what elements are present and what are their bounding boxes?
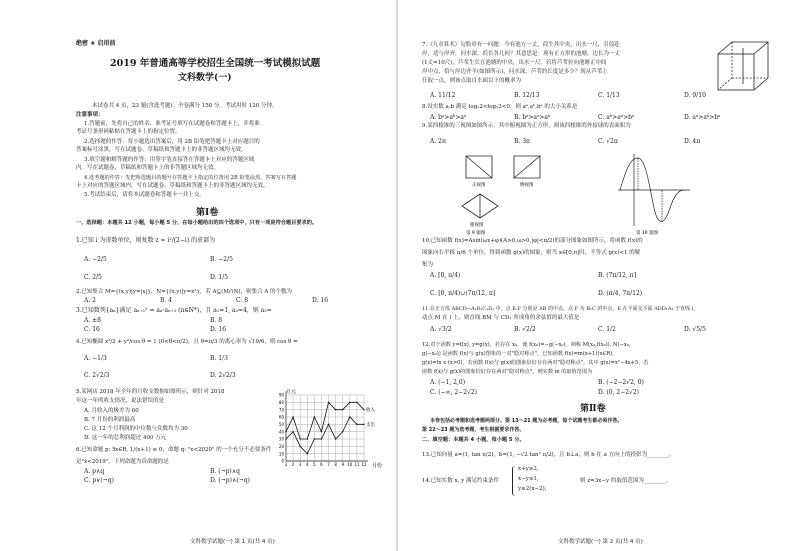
chart-xtick-label: 11 bbox=[354, 462, 360, 467]
three-view-figure bbox=[458, 150, 568, 236]
chart-ytick-label: 80 bbox=[278, 399, 284, 405]
data-point bbox=[285, 431, 286, 432]
note-line: 卡上对应的答题区域内，写在试题卷、草稿纸和答题卡上的非答题区域均无效。 bbox=[76, 183, 269, 189]
data-point bbox=[349, 402, 350, 403]
q7-stem-3: (1丈=10尺)，芦苇生长在池塘的中央，出水一尺，若将芦苇拉向池塘正中间 bbox=[422, 60, 607, 66]
note-line: 3.填空题和解答题的作答：用签字笔直接答在答题卡上对应的答题区域 bbox=[84, 157, 255, 163]
note-line: 2.选择题的作答：每小题选出答案后，用 2B 铅笔把答题卡上对应题目的 bbox=[84, 139, 260, 145]
chart-xtick-label: 8 bbox=[334, 462, 337, 467]
q14-brace bbox=[512, 466, 515, 496]
series-label: 支出 bbox=[366, 422, 375, 428]
q9-option-b: B. 3π bbox=[514, 138, 530, 145]
q14-stem-2: 则 z=3x−y 的取值范围为________。 bbox=[580, 478, 672, 484]
note-line: 考证号条形码粘贴在答题卡上的指定位置。 bbox=[76, 129, 181, 135]
data-point bbox=[285, 438, 286, 439]
q3-option-a: A. ±8 bbox=[84, 317, 101, 324]
fig9-caption: 第 9 题图 bbox=[466, 231, 486, 236]
chart-xtick-label: 2 bbox=[291, 462, 295, 467]
chart-ytick-label: 40 bbox=[278, 429, 284, 435]
data-point bbox=[307, 453, 308, 454]
data-point bbox=[292, 416, 293, 417]
data-point bbox=[299, 438, 300, 439]
sine-graph-figure bbox=[614, 150, 694, 236]
q12-option-c: C. (−∞, 2−2√2) bbox=[430, 389, 478, 396]
q7-option-c: C. 1/13 bbox=[598, 92, 620, 99]
chart-ytick-label: 70 bbox=[278, 407, 284, 413]
q8-option-b: B. bᵃ>aᵃ>aᵇ bbox=[514, 114, 551, 121]
q4-option-a: A. −1/3 bbox=[84, 355, 107, 362]
q6-option-a: A. p∧q bbox=[84, 468, 105, 475]
q7-option-b: B. 12/13 bbox=[514, 92, 540, 99]
series-label: 收入 bbox=[366, 408, 375, 414]
chart-ytick-label: 90 bbox=[278, 392, 284, 398]
chart-xtick-label: 9 bbox=[341, 462, 345, 467]
q9-stem: 9.某四棱锥的三视图如图所示，其中俯视图为正方形，则该四棱锥的外接球的表面积为 bbox=[422, 123, 631, 129]
exam-subtitle: 文科数学(一) bbox=[178, 73, 232, 83]
q3-stem: 3.已知数列{aₙ}满足 aₙ₊₁² = aₙ·aₙ₊₂ (n∈N*)，且 a₁=1, a₃=4，则 a₅= bbox=[76, 307, 272, 314]
q6-option-b: B. (¬p)∧q bbox=[210, 468, 241, 475]
chart-ytick-label: 50 bbox=[278, 421, 284, 427]
q2-option-c: C. 8 bbox=[236, 297, 249, 304]
q7-option-d: D. 9/10 bbox=[684, 92, 706, 99]
series-line-income bbox=[286, 402, 364, 439]
q12-option-d: D. (0, 2−2√2) bbox=[598, 389, 640, 396]
q4-option-d: D. 2√2/3 bbox=[210, 372, 236, 379]
q10-option-c: C. [0, π/4)∪(7π/12, π] bbox=[430, 290, 496, 297]
data-point bbox=[349, 416, 350, 417]
q14-constraint: x−y≤1, bbox=[518, 476, 539, 482]
q3-option-b: B. 8 bbox=[210, 317, 223, 324]
q4-option-c: C. 2√2/3 bbox=[84, 372, 110, 379]
chart-xtick-label: 7 bbox=[327, 462, 330, 467]
data-point bbox=[314, 416, 315, 417]
chart-ytick-label: 20 bbox=[278, 443, 284, 449]
income-expense-chart bbox=[272, 387, 383, 469]
fig9-side-label: 侧视图 bbox=[520, 183, 534, 188]
section1-heading: 一、选择题：本题共 12 小题，每小题 5 分，在每小题给出的四个选项中，只有一项是符合题目要求的。 bbox=[76, 220, 318, 226]
chart-xtick-label: 4 bbox=[305, 462, 309, 467]
q2-stem: 2.已知集合 M={(x,y)|y=|x|}，N={(x,y)|y=x²}，若 A⊆(M∩N)，则集合 A 的个数为 bbox=[76, 289, 293, 295]
q6-stem: 6.已知命题 p: ∃x∈R, 1/(x+1) ≤ 0；命题 q: "x<2020" 的一个充分不必要条件 bbox=[76, 447, 272, 453]
q9-option-c: C. √2π bbox=[598, 138, 618, 145]
q10-stem-3: 集为 bbox=[422, 262, 434, 268]
fig9-top-label: 俯视图 bbox=[470, 223, 484, 228]
data-point bbox=[299, 446, 300, 447]
q2-option-d: D. 16 bbox=[312, 297, 329, 304]
q10-option-d: D. (π/4, 7π/12) bbox=[598, 290, 643, 297]
data-point bbox=[328, 424, 329, 425]
intro-text: 本试卷共 4 页，23 题(含选考题)。全卷满分 150 分。考试用时 120 分钟。 bbox=[92, 103, 278, 109]
q12-stem-4: 函数 f(x)与 g(x)的图象恰好存在两对"隐对称点"，则实数 m 的取值范围为 bbox=[422, 369, 593, 375]
data-point bbox=[321, 431, 322, 432]
data-point bbox=[335, 438, 336, 439]
q2-option-a: A. 2 bbox=[84, 297, 96, 304]
q5-option-d: D. 这一年的总利润超过 400 万元 bbox=[84, 435, 167, 441]
chart-xtick-label: 12 bbox=[361, 462, 367, 467]
note-line: 内。写在试题卷、草稿纸和答题卡上的非答题区域均无效。 bbox=[76, 165, 220, 171]
q7-stem-2: 岸，适与岸齐，问水深、葭长各几何？其意思是：现有正方形的池塘，边长为一丈 bbox=[422, 51, 621, 57]
series-line-expense bbox=[286, 417, 364, 454]
q11-option-a: A. √3/2 bbox=[430, 326, 452, 333]
chart-ytick-label: 30 bbox=[278, 436, 284, 442]
q6-stem-cont: 是"x<2019"，下列命题为真命题的是 bbox=[76, 459, 169, 465]
left-page bbox=[0, 0, 396, 551]
q1-option-b: B. −2/5 bbox=[210, 256, 233, 263]
data-point bbox=[307, 438, 308, 439]
q11-stem: 11.在正方体 ABCD−A₁B₁C₁D₁ 中，点 E,F 分别是 AB 的中点，点 F 为 B₁C 的中点，E 在平面交平面 ADD₁A₁ 于直线 l， bbox=[422, 306, 699, 312]
q14-constraint: x+y≥2, bbox=[518, 466, 539, 472]
q5-stem: 5.某网店 2018 年全年的月收支数据如图所示，则针对 2018 bbox=[76, 389, 225, 395]
q8-option-a: A. bᵃ>aᵇ>aᵃ bbox=[430, 114, 467, 121]
chart-ytick-label: 10 bbox=[278, 451, 284, 457]
data-point bbox=[363, 424, 364, 425]
q9-option-d: D. 4π bbox=[684, 138, 701, 145]
secret-label: 绝密 ★ 启用前 bbox=[76, 40, 116, 47]
q10-option-b: B. (7π/12, π] bbox=[598, 272, 637, 279]
q7-stem-5: 任取一点，则该点取自水面以下的概率为 bbox=[422, 78, 522, 84]
q8-option-c: C. aᵇ>aᵃ>bᵃ bbox=[598, 114, 635, 121]
q12-option-a: A. (−1, 2,0) bbox=[430, 379, 466, 386]
q5-stem-cont: 年这一年的收支情况，说法错误的是 bbox=[76, 398, 165, 404]
q5-option-a: A. 月收入的极差为 60 bbox=[84, 408, 139, 414]
q11-option-d: D. √5/5 bbox=[684, 326, 706, 333]
q4-stem: 4.已知椭圆 x²/2 + y²/cos θ = 1 (0<θ<π/2)，且 θ=π/3 的离心率为 √19/6，则 cos θ = bbox=[76, 339, 298, 345]
q1-stem: 1.已知 i 为虚数单位，则复数 z = i²/(2−i) 的虚部为 bbox=[76, 237, 216, 244]
q4-option-b: B. 1/3 bbox=[210, 355, 228, 362]
data-point bbox=[328, 402, 329, 403]
q9-option-a: A. 2π bbox=[430, 138, 446, 145]
q12-stem-2: g(−x₀)) 是函数 f(x)与 g(x)图象的一对"隐对称点"。已知函数 f(x)=m(x+1)(x∈R)， bbox=[422, 351, 618, 357]
q8-stem: 8.设实数 a,b 满足 log₂2<log₂2<0，则 aᵃ,aᵇ,bᵃ 的大小关系是 bbox=[422, 104, 578, 110]
chart-ytick-label: 60 bbox=[278, 414, 284, 420]
section2-heading: 二、填空题：本题共 4 小题，每小题 5 分。 bbox=[422, 437, 525, 443]
chart-xtick-label: 1 bbox=[284, 462, 288, 467]
q3-option-c: C. 16 bbox=[84, 326, 100, 333]
q13-stem: 13.已知向量 a=(1, tan π/2)，b=(1, −√2 tan² π/2)，且 b⊥a，则 b 在 a 方向上的投影为________。 bbox=[422, 452, 675, 458]
q10-option-a: A. [0, π/4) bbox=[430, 272, 461, 279]
q6-option-d: D. (¬p)∧(¬q) bbox=[210, 477, 250, 484]
data-point bbox=[292, 431, 293, 432]
chart-xtick-label: 3 bbox=[298, 462, 302, 467]
part2-note: 本卷包括必考题和选考题两部分。第 13～21 题为必考题，每个试题考生都必须作答。 bbox=[430, 418, 623, 424]
q2-option-b: B. 4 bbox=[160, 297, 173, 304]
data-point bbox=[342, 409, 343, 410]
q5-option-b: B. 7 月份的利润最高 bbox=[84, 417, 136, 423]
fig9-front-label: 正视图 bbox=[472, 183, 486, 188]
part1-heading: 第Ⅰ卷 bbox=[196, 208, 219, 218]
q6-option-c: C. p∨(¬q) bbox=[84, 477, 114, 484]
q11-option-c: C. 1/2 bbox=[598, 326, 616, 333]
data-point bbox=[335, 409, 336, 410]
q7-option-a: A. 11/12 bbox=[430, 92, 456, 99]
q1-option-c: C. 2/5 bbox=[84, 274, 102, 281]
q3-option-d: D. 16 bbox=[210, 326, 227, 333]
data-point bbox=[356, 402, 357, 403]
chart-ytick-label: 0 bbox=[281, 458, 284, 464]
exam-title: 2019 年普通高等学校招生全国统一考试模拟试题 bbox=[110, 58, 321, 69]
q12-stem: 12.对于函数 y=f(x), y=g(x)，若存在 x₀，使 f(x₀)=−g(−x₀)，则称 M(x₀,f(x₀)), N(−x₀, bbox=[422, 342, 631, 348]
note-line: 4.选考题的作答：先把所选题目的题号在答题卡上指定的位置用 2B 铅笔涂黑。答案写在答题 bbox=[84, 175, 297, 181]
q14-stem: 14.已知实数 x, y 满足约束条件 bbox=[422, 478, 499, 484]
q11-stem-2: 动点 M 在 l 上，则直线 BM 与 CD₁ 所成角的余弦值的最大值是 bbox=[422, 315, 580, 321]
note-line: 答案标号涂黑。写在试题卷、草稿纸和答题卡上的非答题区域均无效。 bbox=[76, 147, 247, 153]
fig10-caption: 第 10 题图 bbox=[636, 231, 659, 236]
pond-cube-figure bbox=[714, 38, 772, 96]
q12-option-b: B. (−2−2√2, 0) bbox=[598, 379, 644, 386]
q1-option-a: A. −2/5 bbox=[84, 256, 107, 263]
q7-stem-4: 岸中点，恰与岸边齐平(如图所示)，问水深、芦苇的长度是多少？现从芦苇上 bbox=[422, 69, 608, 75]
q1-option-d: D. 1/5 bbox=[210, 274, 229, 281]
q8-option-d: D. aᵃ>aᵇ>bᵃ bbox=[684, 114, 721, 121]
data-point bbox=[356, 424, 357, 425]
data-point bbox=[342, 431, 343, 432]
chart-xtick-label: 10 bbox=[347, 462, 353, 467]
data-point bbox=[363, 409, 364, 410]
q14-constraint: y≥2(x−2), bbox=[518, 486, 547, 492]
q7-stem: 7.《九章算术》勾股章有一问题：今有池方一丈，葭生其中央，出水一尺，引葭赴 bbox=[422, 42, 620, 48]
data-point bbox=[321, 438, 322, 439]
q10-stem: 10.已知函数 f(x)=Asin(ωx+φ)(A>0,ω>0,|φ|<π/2)的部分图象如图所示，将函数 f(x)的 bbox=[422, 238, 643, 244]
notes-heading: 注意事项： bbox=[76, 112, 104, 118]
q11-option-b: B. √2/2 bbox=[514, 326, 536, 333]
chart-xlabel: 月份 bbox=[372, 463, 383, 469]
part2-heading: 第Ⅱ卷 bbox=[580, 404, 606, 414]
right-footer: 文科数学试题(一) 第 2 页(共 4 页) bbox=[558, 539, 643, 545]
note-line: 1.答题前，先将自己的姓名、准考证号填写在试题卷和答题卡上，并将准 bbox=[84, 121, 260, 127]
note-line: 5.考试结束后，请将本试题卷和答题卡一并上交。 bbox=[84, 192, 205, 198]
chart-xtick-label: 6 bbox=[320, 462, 323, 467]
q12-stem-3: g(x)=ln x (x>0)，若函数 f(x)与 g(x)的图象恰好存在两对"隐对称点"，其中 g(x)=x²−4x+5，若 bbox=[422, 360, 649, 366]
data-point bbox=[314, 438, 315, 439]
chart-xtick-label: 5 bbox=[313, 462, 316, 467]
right-page bbox=[398, 0, 794, 551]
chart-ylabel: 万元 bbox=[286, 389, 297, 395]
left-footer: 文科数学试题(一) 第 1 页(共 4 页) bbox=[190, 539, 275, 545]
q5-option-c: C. 这 12 个月利润的中位数与众数均为 30 bbox=[84, 426, 188, 432]
part2-note-2: 第 22～23 题为选考题，考生根据要求作答。 bbox=[422, 427, 525, 433]
q10-stem-2: 图象向右平移 π/6 个单位，得到函数 g(x)的图象，则当 x∈[0,π]时，不等式 g(x)<1 的解 bbox=[422, 250, 641, 256]
